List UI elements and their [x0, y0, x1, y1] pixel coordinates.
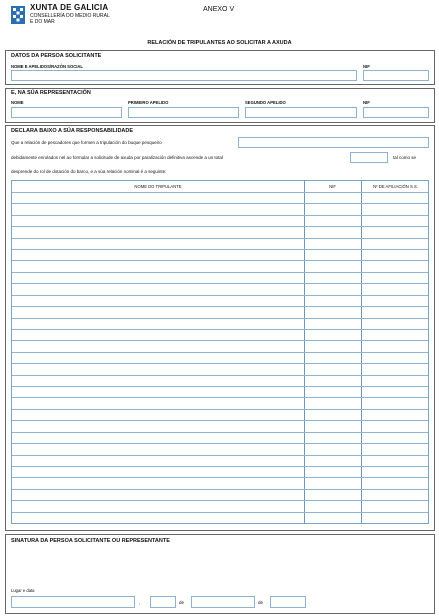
applicant-name-label: NOME E APELIDOS/RAZÓN SOCIAL	[11, 64, 83, 69]
applicant-nif-field[interactable]	[363, 70, 429, 81]
table-row[interactable]	[12, 352, 428, 363]
declaration-line3: desprende do rol de dotación do barco, e a súa relación nominal é a seguinte:	[11, 169, 167, 174]
place-date-label: Lugar e data	[11, 588, 35, 593]
rep-surname1-field[interactable]	[128, 107, 239, 118]
applicant-name-field[interactable]	[11, 70, 357, 81]
org-dept-line2: E DO MAR	[30, 19, 55, 25]
rep-name-field[interactable]	[11, 107, 122, 118]
signature-heading: SINATURA DA PERSOA SOLICITANTE OU REPRESENTANTE	[11, 538, 170, 544]
table-row[interactable]	[12, 295, 428, 306]
org-department	[30, 13, 110, 25]
applicant-heading: DATOS DA PERSOA SOLICITANTE	[11, 53, 102, 59]
month-field[interactable]	[191, 596, 255, 608]
table-row[interactable]	[12, 363, 428, 374]
table-row[interactable]	[12, 238, 428, 249]
declaration-line1: Que a relación de pescadores que formen a tripulación do buque pesqueiro	[11, 140, 162, 145]
table-row[interactable]	[12, 489, 428, 500]
table-row[interactable]	[12, 375, 428, 386]
separator-de-2: de	[258, 600, 264, 605]
table-row[interactable]	[12, 226, 428, 237]
table-row[interactable]	[12, 500, 428, 511]
rep-surname1-label: PRIMEIRO APELIDO	[128, 100, 169, 105]
table-row[interactable]	[12, 329, 428, 340]
annex-label: ANEXO V	[203, 6, 235, 13]
table-row[interactable]	[12, 318, 428, 329]
table-row[interactable]	[12, 455, 428, 466]
table-row[interactable]	[12, 203, 428, 214]
rep-surname2-label: SEGUNDO APELIDO	[245, 100, 286, 105]
table-row[interactable]	[12, 443, 428, 454]
table-row[interactable]	[12, 420, 428, 431]
table-row[interactable]	[12, 477, 428, 488]
year-field[interactable]	[270, 596, 306, 608]
separator-comma: ,	[139, 600, 141, 605]
org-dept-line1: CONSELLERÍA DO MEDIO RURAL	[30, 13, 110, 19]
rep-name-label: NOME	[11, 100, 24, 105]
table-row[interactable]	[12, 409, 428, 420]
table-row[interactable]	[12, 512, 428, 523]
document-title: RELACIÓN DE TRIPULANTES AO SOLICITAR A AXUDA	[147, 40, 292, 46]
vessel-name-field[interactable]	[238, 137, 429, 148]
col-header-nif: NIF	[329, 184, 336, 189]
rep-surname2-field[interactable]	[245, 107, 357, 118]
table-row[interactable]	[12, 215, 428, 226]
applicant-nif-label: NIF	[363, 64, 370, 69]
place-field[interactable]	[11, 596, 135, 608]
table-row[interactable]	[12, 432, 428, 443]
table-row[interactable]	[12, 249, 428, 260]
declaration-line2-end: tal como se	[393, 155, 417, 160]
table-row[interactable]	[12, 283, 428, 294]
crew-total-field[interactable]	[350, 152, 388, 163]
table-row[interactable]	[12, 466, 428, 477]
declaration-line2: debidamente enrolados nel ao formular a solicitude de axuda por paralización definitiva ascende a un total	[11, 155, 223, 160]
day-field[interactable]	[150, 596, 176, 608]
xunta-logo-icon	[8, 4, 30, 26]
table-row[interactable]	[12, 306, 428, 317]
crew-table	[11, 180, 429, 524]
table-row[interactable]	[12, 260, 428, 271]
col-header-name: NOME DO TRIPULANTE	[134, 184, 182, 189]
separator-de-1: de	[179, 600, 185, 605]
table-row[interactable]	[12, 397, 428, 408]
table-row[interactable]	[12, 386, 428, 397]
table-row[interactable]	[12, 340, 428, 351]
declaration-heading: DECLARA BAIXO A SÚA RESPONSABILIDADE	[11, 128, 134, 134]
col-header-ss: Nº DE AFILIACIÓN S.S.	[373, 184, 418, 189]
table-row[interactable]	[12, 272, 428, 283]
representative-heading: E, NA SÚA REPRESENTACIÓN	[11, 90, 91, 96]
org-name: XUNTA DE GALICIA	[30, 3, 109, 12]
rep-nif-field[interactable]	[363, 107, 429, 118]
table-row[interactable]	[12, 192, 428, 203]
rep-nif-label: NIF	[363, 100, 370, 105]
